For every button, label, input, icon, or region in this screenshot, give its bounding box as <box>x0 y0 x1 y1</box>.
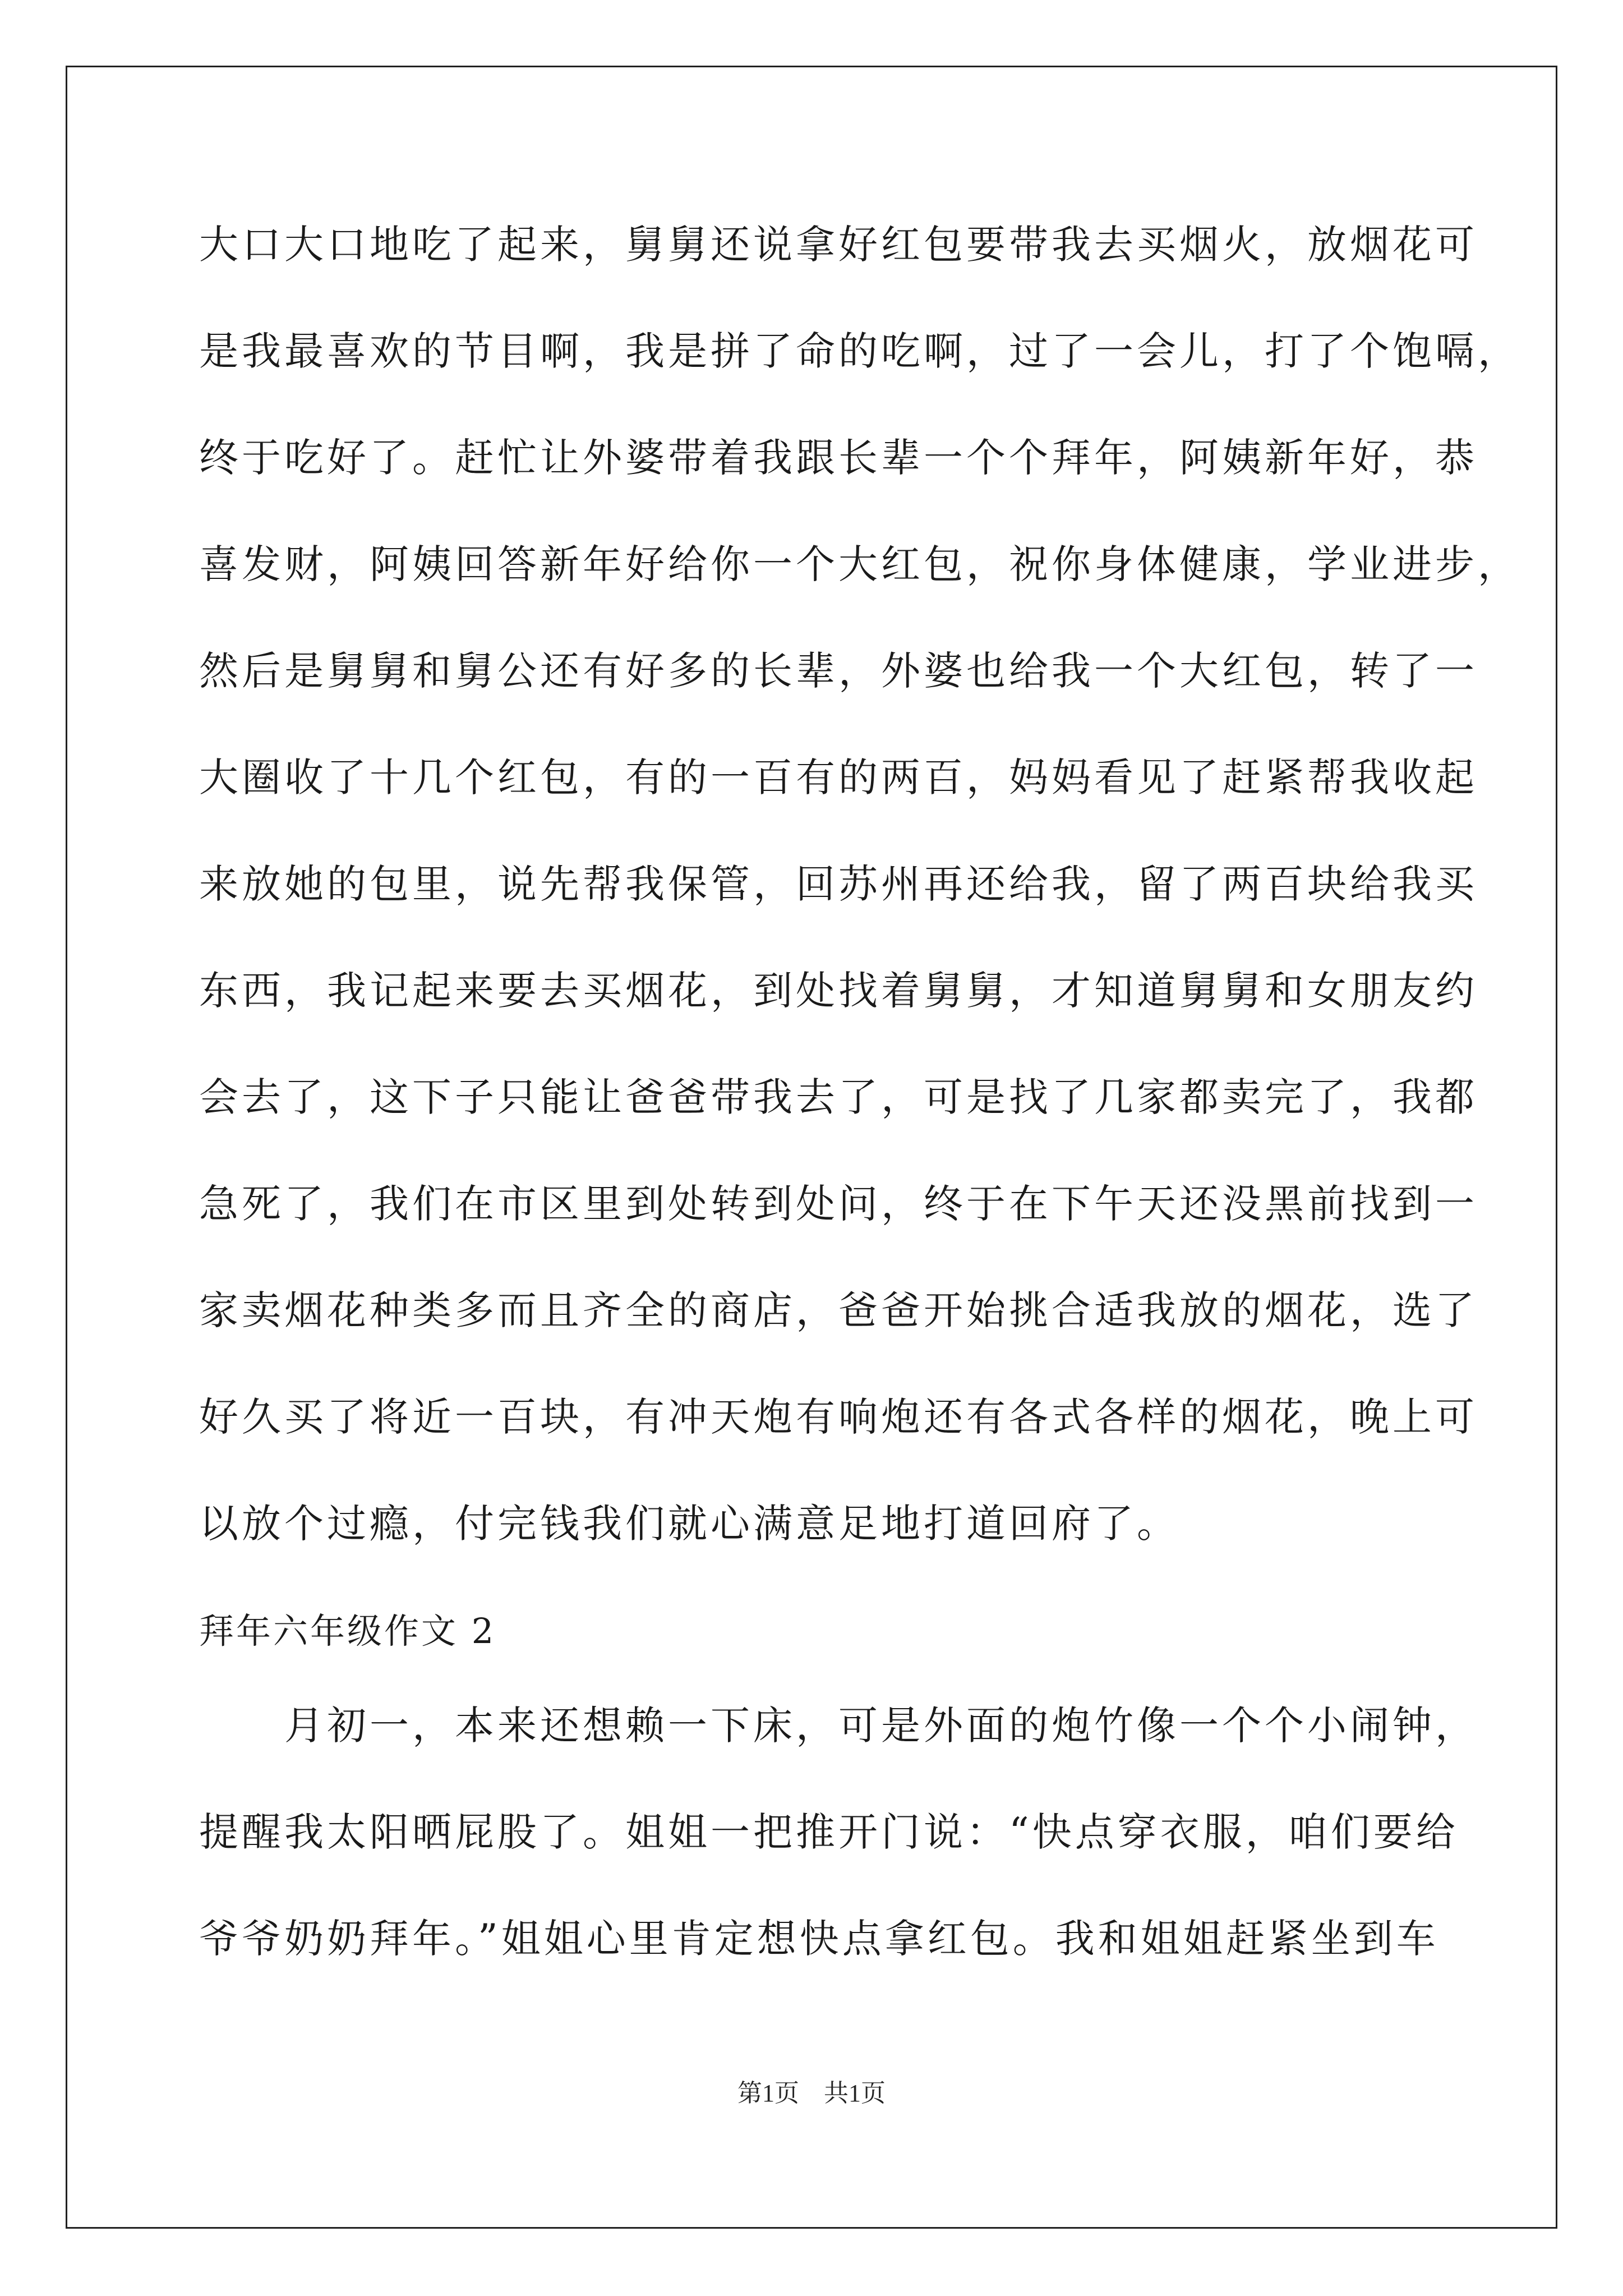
paragraph-line: 是我最喜欢的节目啊，我是拼了命的吃啊，过了一会儿，打了个饱嗝， <box>199 328 1520 374</box>
page-border <box>66 66 1557 2229</box>
paragraph-line: 以放个过瘾，付完钱我们就心满意足地打道回府了。 <box>199 1501 1179 1547</box>
section-title: 拜年六年级作文 2 <box>199 1611 496 1651</box>
paragraph-line: 月初一，本来还想赖一下床，可是外面的炮竹像一个个小闹钟， <box>199 1703 1478 1749</box>
paragraph-line: 终于吃好了。赶忙让外婆带着我跟长辈一个个拜年，阿姨新年好，恭 <box>199 435 1478 481</box>
paragraph-line: 爷爷奶奶拜年。”姐姐心里肯定想快点拿红包。我和姐姐赶紧坐到车 <box>199 1916 1439 1962</box>
paragraph-line: 东西，我记起来要去买烟花，到处找着舅舅，才知道舅舅和女朋友约 <box>199 968 1478 1014</box>
paragraph-line: 来放她的包里，说先帮我保管，回苏州再还给我，留了两百块给我买 <box>199 861 1478 907</box>
page-footer: 第1页 共1页 <box>737 2079 886 2107</box>
paragraph-line: 大圈收了十几个红包，有的一百有的两百，妈妈看见了赶紧帮我收起 <box>199 754 1478 800</box>
paragraph-line: 好久买了将近一百块，有冲天炮有响炮还有各式各样的烟花，晚上可 <box>199 1394 1478 1440</box>
paragraph-line: 提醒我太阳晒屁股了。姐姐一把推开门说：“快点穿衣服，咱们要给 <box>199 1809 1459 1855</box>
paragraph-line: 大口大口地吃了起来，舅舅还说拿好红包要带我去买烟火，放烟花可 <box>199 222 1478 268</box>
paragraph-line: 会去了，这下子只能让爸爸带我去了，可是找了几家都卖完了，我都 <box>199 1074 1478 1120</box>
paragraph-line: 然后是舅舅和舅公还有好多的长辈，外婆也给我一个大红包，转了一 <box>199 648 1478 694</box>
paragraph-line: 急死了，我们在市区里到处转到处问，终于在下午天还没黑前找到一 <box>199 1181 1478 1227</box>
paragraph-line: 喜发财，阿姨回答新年好给你一个大红包，祝你身体健康，学业进步， <box>199 541 1520 587</box>
paragraph-line: 家卖烟花种类多而且齐全的商店，爸爸开始挑合适我放的烟花，选了 <box>199 1287 1478 1333</box>
